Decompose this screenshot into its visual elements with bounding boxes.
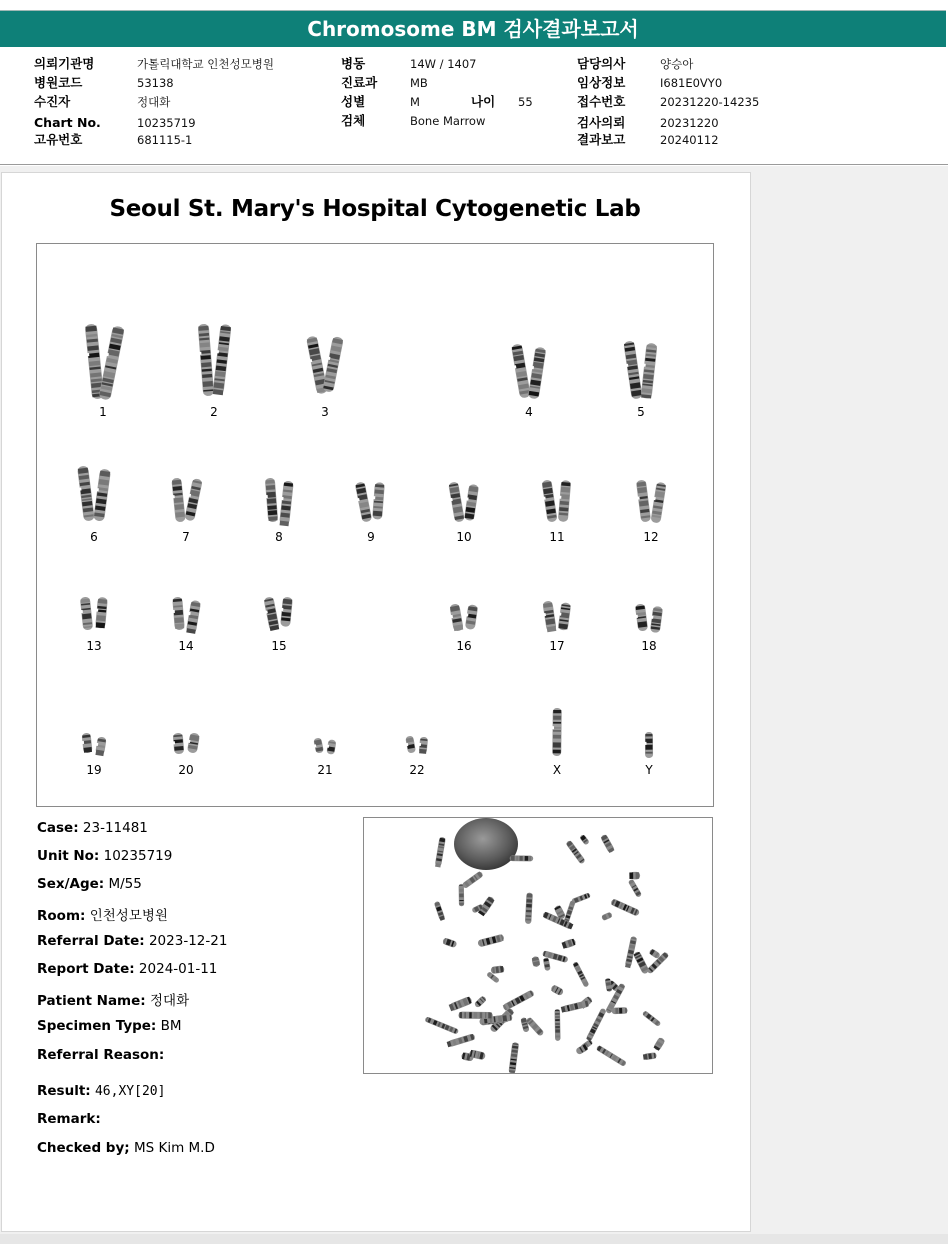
info-room-value: 인천성모병원	[89, 908, 168, 924]
report-title: Chromosome BM 검사결과보고서	[0, 10, 946, 47]
field-value-chart-no: 10235719	[137, 116, 196, 130]
info-specimen-type-label: Specimen Type:	[37, 1018, 157, 1034]
chromosome-label-15: 15	[271, 639, 287, 653]
info-referral-date-value: 2023-12-21	[148, 933, 228, 949]
chromosome-label-14: 14	[178, 639, 194, 653]
checked-by-label: Checked by;	[37, 1140, 130, 1156]
chromosome-label-21: 21	[317, 763, 333, 777]
info-specimen-type	[37, 1018, 182, 1034]
field-label-clinical-info: 임상정보	[577, 75, 626, 90]
field-value-department: MB	[410, 76, 428, 90]
chromosome-label-3: 3	[321, 405, 329, 419]
field-label-age: 나이	[471, 94, 496, 109]
chromosome-label-6: 6	[90, 530, 98, 544]
remark-label: Remark:	[37, 1111, 101, 1127]
chromosome-label-16: 16	[456, 639, 472, 653]
chromosome-label-y: Y	[645, 763, 653, 777]
field-label-sex: 성별	[341, 94, 366, 109]
result-line	[37, 1083, 165, 1099]
info-patient-name-label: Patient Name:	[37, 993, 146, 1009]
field-label-chart-no: Chart No.	[34, 115, 101, 130]
chromosome-label-11: 11	[549, 530, 565, 544]
info-referral-date	[37, 933, 227, 949]
info-room	[37, 904, 168, 924]
field-value-hospital-code: 53138	[137, 76, 174, 90]
field-value-physician: 양승아	[660, 57, 694, 71]
chromosome-label-x: X	[552, 763, 562, 777]
info-report-date	[37, 961, 217, 977]
chromosome-label-7: 7	[182, 530, 190, 544]
result-value: 46,XY[20]	[94, 1084, 166, 1099]
field-value-specimen: Bone Marrow	[410, 114, 486, 128]
remark-line	[37, 1111, 101, 1127]
info-specimen-type-value: BM	[160, 1018, 182, 1034]
info-report-date-value: 2024-01-11	[138, 961, 218, 977]
field-value-age: 55	[518, 95, 533, 109]
info-patient-name-value: 정대화	[149, 993, 190, 1009]
field-value-test-requested: 20231220	[660, 116, 719, 130]
checked-by-value: MS Kim M.D	[133, 1140, 215, 1156]
info-sex-age	[37, 876, 142, 892]
field-label-physician: 담당의사	[577, 56, 626, 71]
chromosome-label-18: 18	[641, 639, 657, 653]
chromosome-label-9: 9	[367, 530, 375, 544]
info-case-value: 23-11481	[82, 820, 148, 836]
field-label-unique-number: 고유번호	[34, 132, 83, 147]
field-value-ward: 14W / 1407	[410, 57, 477, 71]
chromosome-label-19: 19	[86, 763, 102, 777]
info-unit-no-label: Unit No:	[37, 848, 100, 864]
field-label-ward: 병동	[341, 56, 366, 71]
chromosome-label-10: 10	[456, 530, 472, 544]
info-room-label: Room:	[37, 908, 86, 924]
chromosome-label-13: 13	[86, 639, 102, 653]
info-referral-reason-label: Referral Reason:	[37, 1047, 165, 1063]
info-sex-age-value: M/55	[108, 876, 142, 892]
info-sex-age-label: Sex/Age:	[37, 876, 105, 892]
field-value-accession-number: 20231220-14235	[660, 95, 760, 109]
metaphase-spread-image	[364, 818, 712, 1073]
field-label-accession-number: 접수번호	[577, 94, 626, 109]
chromosome-label-20: 20	[178, 763, 194, 777]
info-unit-no-value: 10235719	[103, 848, 173, 864]
chromosome-label-12: 12	[643, 530, 659, 544]
checked-by-line	[37, 1140, 215, 1156]
info-referral-date-label: Referral Date:	[37, 933, 145, 949]
lab-title: Seoul St. Mary's Hospital Cytogenetic Lab	[109, 196, 641, 222]
chromosome-label-2: 2	[210, 405, 218, 419]
field-label-hospital-code: 병원코드	[34, 75, 83, 90]
bottom-strip	[0, 1234, 948, 1244]
chromosome-label-17: 17	[549, 639, 565, 653]
field-label-department: 진료과	[341, 75, 378, 90]
karyogram-panel	[36, 243, 714, 807]
info-case	[37, 820, 148, 836]
info-patient-name	[37, 989, 189, 1009]
field-label-requesting-institution: 의뢰기관명	[34, 56, 95, 71]
chromosome-label-5: 5	[637, 405, 645, 419]
chromosome-label-1: 1	[99, 405, 107, 419]
field-value-patient: 정대화	[137, 95, 171, 109]
field-label-test-requested: 검사의뢰	[577, 115, 626, 130]
field-label-result-reported: 결과보고	[577, 132, 626, 147]
field-value-result-reported: 20240112	[660, 133, 719, 147]
info-case-label: Case:	[37, 820, 79, 836]
info-report-date-label: Report Date:	[37, 961, 135, 977]
header-divider	[0, 164, 948, 165]
report-header	[0, 0, 948, 166]
chromosome-label-22: 22	[409, 763, 425, 777]
field-value-requesting-institution: 가톨릭대학교 인천성모병원	[137, 57, 274, 71]
info-referral-reason	[37, 1047, 164, 1063]
chromosome-label-4: 4	[525, 405, 533, 419]
info-unit-no	[37, 848, 172, 864]
chromosome-label-8: 8	[275, 530, 283, 544]
field-value-unique-number: 681115-1	[137, 133, 193, 147]
karyogram-image	[37, 244, 713, 806]
field-value-sex: M	[410, 95, 420, 109]
metaphase-panel	[363, 817, 713, 1074]
result-label: Result:	[37, 1083, 91, 1099]
field-label-patient: 수진자	[34, 94, 71, 109]
field-value-clinical-info: I681E0VY0	[660, 76, 723, 90]
field-label-specimen: 검체	[341, 113, 366, 128]
